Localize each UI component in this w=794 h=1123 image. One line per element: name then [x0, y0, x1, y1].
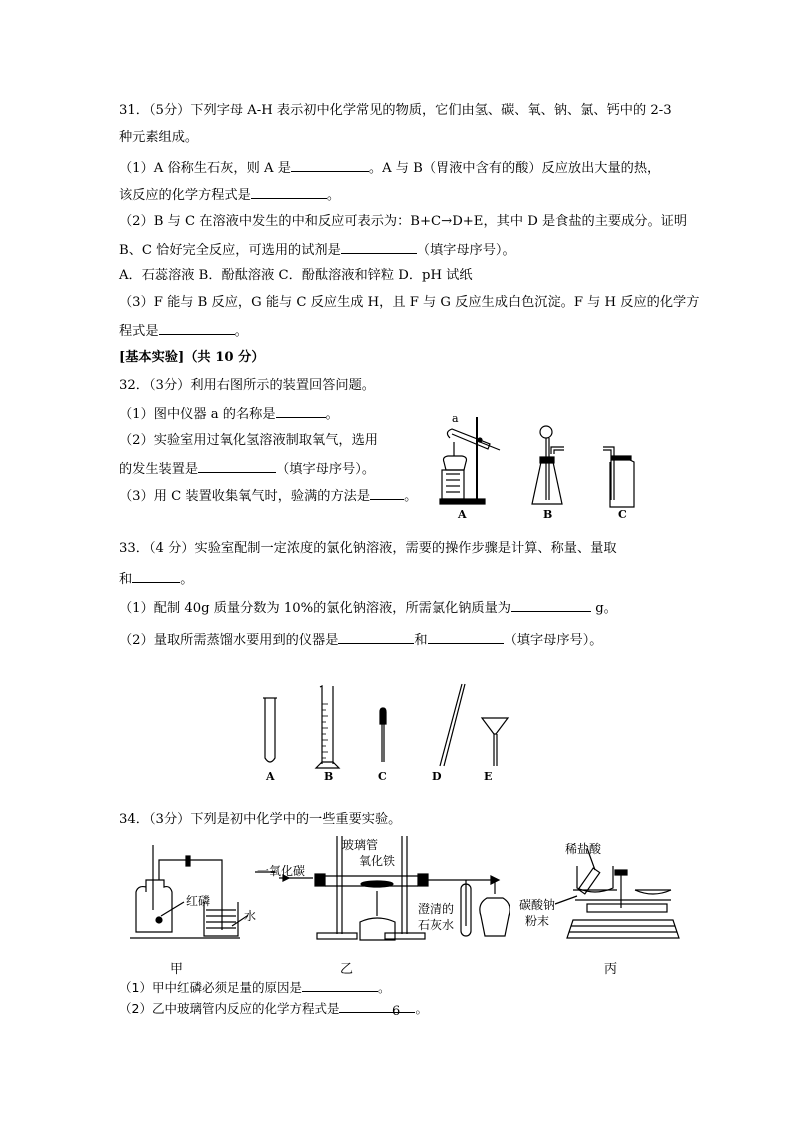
- q33-line2-text-a: 和: [119, 572, 133, 587]
- glass-tube-label: 玻璃管: [342, 838, 379, 852]
- caption-yi: 乙: [340, 962, 354, 977]
- q31-part1-line1: [119, 159, 660, 177]
- q31-part2-line1: （2）B 与 C 在溶液中发生的中和反应可表示为：B+C→D+E，其中 D 是食盐的主要成分。证明: [119, 214, 688, 229]
- page-number: 6: [392, 1004, 401, 1019]
- answer-blank[interactable]: [302, 979, 378, 992]
- q34-part1: [119, 979, 390, 996]
- q32-part3: [119, 487, 417, 505]
- q31-part1-line2: [119, 186, 340, 204]
- q32-part1: [119, 405, 339, 423]
- q31-stem-line2: 种元素组成。: [119, 130, 199, 145]
- q32-p2-text-c: （填字母序号）。: [276, 462, 376, 477]
- sodium-carbonate-label-line2: 粉末: [525, 914, 550, 928]
- q31-p1-text-b: 。A 与 B（胃液中含有的酸）反应放出大量的热，: [368, 161, 661, 176]
- sodium-carbonate-label-line1: 碳酸钠: [519, 898, 556, 912]
- q31-part3-line1: （3）F 能与 B 反应，G 能与 C 反应生成 H，且 F 与 G 反应生成白色沉淀。F 与 H 反应的化学方: [119, 295, 700, 310]
- q31-options: A．石蕊溶液 B．酚酞溶液 C．酚酞溶液和锌粒 D．pH 试纸: [119, 268, 473, 283]
- carbon-monoxide-label: 一氧化碳: [257, 864, 306, 878]
- q31-p2-text-c: （填字母序号）。: [416, 243, 516, 258]
- q34-part2: [119, 1000, 428, 1017]
- experiment-bing-figure: [515, 840, 685, 945]
- answer-blank[interactable]: [370, 487, 404, 500]
- q33-p1-text-a: （1）配制 40g 质量分数为 10%的氯化钠溶液，所需氯化钠质量为: [119, 601, 511, 616]
- q32-p1-text-a: （1）图中仪器 a 的名称是: [119, 407, 276, 422]
- red-phosphorus-label: 红磷: [186, 894, 211, 908]
- q33-p2-text-a: （2）量取所需蒸馏水要用到的仪器是: [119, 633, 339, 648]
- q32-p1-text-b: 。: [325, 407, 339, 422]
- water-label: 水: [244, 909, 257, 923]
- instrument-label-d: D: [432, 770, 442, 783]
- q31-p1-text-c: 该反应的化学方程式是: [119, 188, 251, 203]
- q32-part2-line2: [119, 460, 375, 478]
- q32-stem: 32．（3分）利用右图所示的装置回答问题。: [119, 378, 375, 393]
- q32-p3-text-a: （3）用 C 装置收集氧气时，验满的方法是: [119, 489, 371, 504]
- q33-line2-text-b: 。: [180, 572, 194, 587]
- q32-apparatus-figure: [430, 412, 660, 522]
- q33-part1: [119, 599, 617, 617]
- instrument-label-a: A: [266, 770, 275, 783]
- dilute-hcl-label: 稀盐酸: [565, 842, 602, 856]
- answer-blank[interactable]: [159, 322, 235, 335]
- answer-blank[interactable]: [341, 241, 417, 254]
- q34-p2-text-a: （2）乙中玻璃管内反应的化学方程式是: [119, 1001, 340, 1016]
- instrument-label-c: C: [378, 770, 387, 783]
- apparatus-label-b: B: [543, 508, 553, 521]
- phosphorus-combustion-drawing: [128, 840, 248, 940]
- answer-blank[interactable]: [338, 631, 414, 644]
- iron-oxide-label: 氧化铁: [359, 854, 396, 868]
- q33-instruments-figure: [250, 674, 510, 786]
- q31-p2-text-b: B、C 恰好完全反应，可选用的试剂是: [119, 243, 341, 258]
- apparatus-drawing: [430, 412, 660, 522]
- answer-blank[interactable]: [276, 405, 326, 418]
- limewater-label-line1: 澄清的: [418, 902, 455, 916]
- limewater-label-line2: 石灰水: [418, 918, 455, 932]
- q33-p2-text-b: 和: [414, 633, 428, 648]
- q31-p3-text-c: 。: [234, 324, 248, 339]
- q31-part3-line2: [119, 322, 248, 340]
- answer-blank[interactable]: [132, 570, 180, 583]
- caption-jia: 甲: [170, 962, 184, 977]
- answer-blank[interactable]: [251, 186, 327, 199]
- instrument-label-e: E: [484, 770, 493, 783]
- caption-bing: 丙: [604, 962, 618, 977]
- instrument-a-label: a: [452, 412, 459, 425]
- q33-stem-line1: 33．（4 分）实验室配制一定浓度的氯化钠溶液，需要的操作步骤是计算、称量、量取: [119, 541, 617, 556]
- q32-p2-text-b: 的发生装置是: [119, 462, 199, 477]
- section-title: [基本实验]（共 10 分）: [119, 350, 265, 365]
- q31-part2-line2: [119, 241, 516, 259]
- q31-p3-text-b: 程式是: [119, 324, 159, 339]
- q33-stem-line2: [119, 570, 193, 588]
- q33-p2-text-c: （填字母序号）。: [503, 633, 603, 648]
- q31-p1-text-a: （1）A 俗称生石灰，则 A 是: [119, 161, 291, 176]
- q32-p3-text-b: 。: [404, 489, 418, 504]
- instrument-label-b: B: [324, 770, 334, 783]
- answer-blank[interactable]: [511, 599, 591, 612]
- q34-p2-text-b: 。: [415, 1001, 428, 1016]
- q33-p1-text-b: g。: [591, 601, 617, 616]
- answer-blank[interactable]: [291, 159, 369, 172]
- answer-blank[interactable]: [198, 460, 276, 473]
- q31-p1-text-d: 。: [326, 188, 341, 203]
- q31-stem-line1: 31．（5分）下列字母 A-H 表示初中化学常见的物质，它们由氢、碳、氧、钠、氯、钙中的 2-3: [119, 103, 672, 118]
- q34-stem: 34．（3分）下列是初中化学中的一些重要实验。: [119, 812, 402, 827]
- experiment-yi-figure: [255, 836, 510, 946]
- q34-p1-text-b: 。: [377, 980, 391, 995]
- answer-blank[interactable]: [339, 1000, 415, 1013]
- q34-p1-text-a: （1）甲中红磷必须足量的原因是: [119, 980, 302, 995]
- apparatus-label-a: A: [458, 508, 467, 521]
- q32-part2-line1: （2）实验室用过氧化氢溶液制取氧气，选用: [119, 433, 378, 448]
- answer-blank[interactable]: [428, 631, 504, 644]
- experiment-jia-figure: [128, 840, 257, 940]
- q33-part2: [119, 631, 602, 649]
- apparatus-label-c: C: [618, 508, 627, 521]
